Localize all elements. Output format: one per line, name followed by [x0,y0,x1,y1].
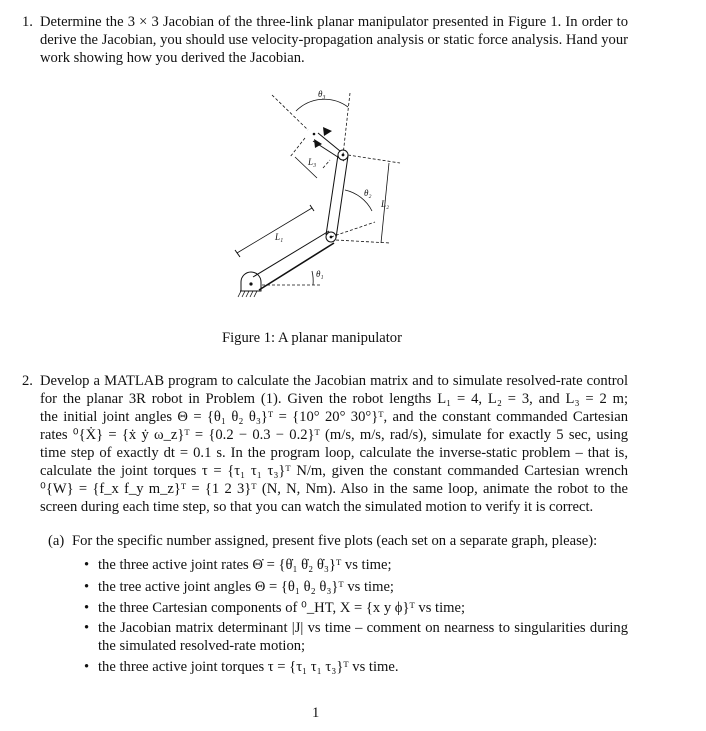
theta1-label: θ₁ [316,269,324,279]
problem-2-line: screen during each time step, so that you can watch the simulated motion to verify it is correct. [40,499,594,515]
part-a-label: (a) [48,533,65,549]
problem-1-number: 1. [22,14,33,30]
bullet-icon: • [84,557,90,573]
bullet-item: the three Cartesian components of ⁰_HT, X = {x y ϕ}ᵀ vs time; [98,600,466,616]
bullet-item: the three active joint rates Θ̇ = {θ̇₁ θ̇₂ θ̇₃}ᵀ vs time; [98,557,392,573]
problem-2-line: rates ⁰{Ẋ} = {ẋ ẏ ω_z}ᵀ = {0.2 − 0.3 − 0.2}ᵀ (m/s, m/s, rad/s), simulate for exactly 5 sec, using [40,427,628,443]
problem-2-number: 2. [22,373,33,389]
problem-2-line: calculate the joint torques τ = {τ₁ τ₁ τ₃}ᵀ N/m, given the constant commanded Cartesian wrench [40,463,628,479]
problem-2-line: for the planar 3R robot in Problem (1). Given the robot lengths L₁ = 4, L₂ = 3, and L₃ = 2 m; [40,391,628,407]
problem-2-line: Develop a MATLAB program to calculate the Jacobian matrix and to simulate resolved-rate control [40,373,628,389]
L2-label: L₂ [381,199,390,209]
page-number: 1 [312,705,320,721]
theta3-label: θ₃ [318,89,326,99]
problem-1-line: work showing how you derived the Jacobian. [40,50,305,66]
problem-2-line: time step of exactly dt = 0.1 s. In the program loop, calculate the inverse-static problem – that is, [40,445,628,461]
bullet-icon: • [84,659,90,675]
theta2-label: θ₂ [364,188,372,198]
problem-2-line: ⁰{W} = {f_x f_y m_z}ᵀ = {1 2 3}ᵀ (N, N, Nm). Also in the same loop, animate the robot to the [40,481,628,497]
problem-1-line: derive the Jacobian, you should use velocity-propagation analysis or static force analysis. Hand your [40,32,628,48]
L1-label: L₁ [275,232,284,242]
figure-caption: Figure 1: A planar manipulator [222,330,402,346]
part-a-intro: For the specific number assigned, present five plots (each set on a separate graph, please): [72,533,598,549]
bullet-item: the tree active joint angles Θ = {θ₁ θ₂ θ₃}ᵀ vs time; [98,579,394,595]
bullet-icon: • [84,579,90,595]
bullet-item: the three active joint torques τ = {τ₁ τ₁ τ₃}ᵀ vs time. [98,659,399,675]
L3-label: L₃ [308,157,317,167]
problem-1-line: Determine the 3 × 3 Jacobian of the three-link planar manipulator presented in Figure 1. In order to [40,14,628,30]
bullet-icon: • [84,620,90,636]
problem-2-line: the initial joint angles Θ = {θ₁ θ₂ θ₃}ᵀ = {10° 20° 30°}ᵀ, and the constant commanded Cartesian [40,409,628,425]
bullet-icon: • [84,600,90,616]
bullet-item: the Jacobian matrix determinant |J| vs time – comment on nearness to singularities during [98,620,628,636]
bullet-item-continued: the simulated resolved-rate motion; [98,638,306,654]
